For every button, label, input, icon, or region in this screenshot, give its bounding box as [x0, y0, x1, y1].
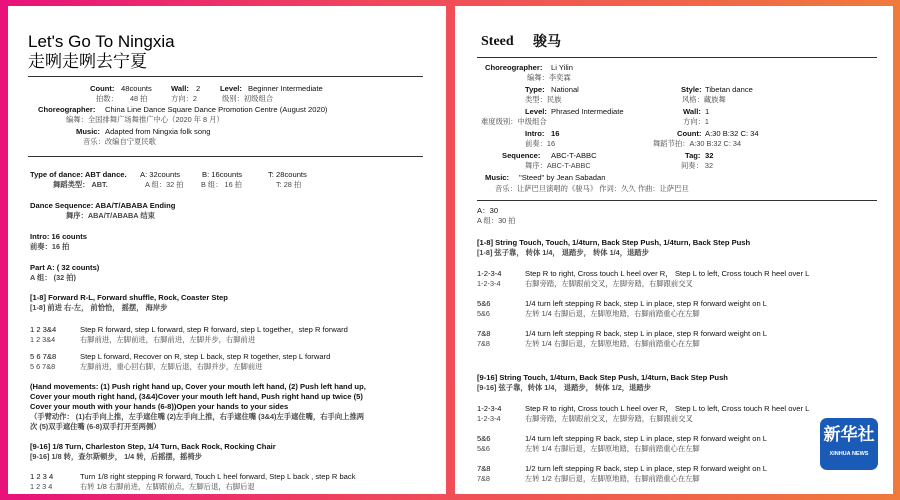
sequence-value: ABC-T-ABBC [551, 151, 597, 160]
title-divider [477, 57, 877, 58]
step-counts: 5 6 7&8 [30, 352, 57, 361]
wall-cn: 方向：2 [171, 94, 197, 103]
step-counts-cn: 1-2-3-4 [477, 414, 501, 423]
level-value: Phrased Intermediate [551, 107, 624, 116]
choreo-cn: 编舞：全国排舞广场舞推广中心（2020 年 8 月） [66, 115, 224, 124]
step-counts-cn: 5&6 [477, 309, 490, 318]
header-divider [477, 200, 877, 201]
dance-sequence: Dance Sequence: ABA/T/ABABA Ending [30, 201, 176, 210]
dance-sequence-cn: 舞序：ABA/T/ABABA 结束 [66, 211, 155, 220]
level-label: Level: [220, 84, 242, 93]
steed-stepsheet [455, 6, 893, 494]
tag-label: Tag: [685, 151, 701, 160]
music-value: "Steed" by Jean Sabadan [519, 173, 606, 182]
style-label: Style: [681, 85, 702, 94]
step-text-cn: 右脚旁踏，左脚跟前交叉，左脚旁踏，右脚跟前交叉 [525, 414, 693, 423]
intro-label: Intro: [525, 129, 545, 138]
type-value: National [551, 85, 579, 94]
type-cn: 类型：民族 [525, 95, 562, 104]
a-count: A：30 [477, 206, 499, 215]
step-counts-cn: 1 2 3 4 [30, 482, 53, 491]
xinhua-news-logo [820, 418, 878, 470]
a-count-cn: A 组：30 拍 [477, 216, 516, 225]
step-text-cn: 右脚旁踏，左脚跟前交叉，左脚旁踏，右脚跟前交叉 [525, 279, 693, 288]
section-9-16-heading: [9-16] String Touch, 1/4turn, Back Step Push, 1/4turn, Back Step Push [477, 373, 728, 382]
hand-movements-cn-1: （手臂动作： (1)右手向上推，左手遮住嘴 (2)左手向上推，右手遮住嘴 (3&4)左手遮住嘴，右手向上推两 [30, 412, 365, 421]
step-text: Step R to right, Cross touch L heel over R， Step L to left, Cross touch R heel over L [525, 404, 810, 413]
step-text-cn: 左脚前进，重心回右脚，左脚后退，右脚并步，左脚前进 [80, 362, 263, 371]
music-cn: 音乐：改编自宁夏民歌 [83, 137, 156, 146]
step-text: Turn 1/8 right stepping R forward, Touch L heel forward, Step L back , step R back [80, 472, 356, 481]
wall-value: 2 [196, 84, 201, 93]
title-divider [28, 76, 423, 77]
section-9-16-heading: [9-16] 1/8 Turn, Charleston Step, 1/4 Turn, Back Rock, Rocking Chair [30, 442, 276, 451]
level-cn: 难度级别：中级组合 [481, 117, 547, 126]
title-en: Let's Go To Ningxia [28, 32, 175, 51]
step-text: Step R forward, step L forward, step R forward, step L together，step R forward [80, 325, 348, 334]
step-counts: 1 2 3&4 [30, 325, 57, 334]
title-cn: 走咧走咧去宁夏 [28, 52, 147, 72]
count-cn: 舞蹈节拍：A:30 B:32 C: 34 [653, 139, 742, 148]
step-text: Step L forward, Recover on R, step L back, step R together, step L forward [80, 352, 331, 361]
step-text: 1/4 turn left stepping R back, step L in place, step R forward weight on L [525, 299, 768, 308]
style-cn: 风格：藏族舞 [682, 95, 726, 104]
tag-cn: 间奏： 32 [681, 161, 714, 170]
sequence-cn: 舞序：ABC-T-ABBC [525, 161, 591, 170]
music-value: Adapted from Ningxia folk song [105, 127, 211, 136]
step-counts: 5&6 [477, 299, 491, 308]
wall-label: Wall: [683, 107, 701, 116]
logo-en-text: XINHUA NEWS [829, 451, 869, 457]
hand-movements-cn-2: 次 (5)双手遮住嘴 (6-8)双手打开至两侧） [30, 422, 161, 431]
count-cn-label: 拍数： [96, 94, 118, 103]
music-cn: 音乐：让萨巴旦演唱的《骏马》 作词：久久 作曲：让萨巴旦 [495, 184, 689, 193]
section-1-8-heading: [1-8] String Touch, Touch, 1/4turn, Back Step Push, 1/4turn, Back Step Push [477, 238, 751, 247]
step-counts: 1 2 3 4 [30, 472, 54, 481]
choreo-label: Choreographer: [485, 63, 543, 72]
type-label: Type: [525, 85, 545, 94]
style-value: Tibetan dance [705, 85, 753, 94]
music-label: Music: [76, 127, 101, 136]
hand-movements-2: Cover your mouth right hand, (3&4)Cover your mouth left hand, Push right hand up twice (5) [30, 392, 363, 401]
step-counts-cn: 5 6 7&8 [30, 362, 56, 371]
step-text: 1/4 turn left stepping R back, step L in place, step R forward weight on L [525, 434, 768, 443]
type-a: A: 32counts [140, 170, 181, 179]
type-b: B: 16counts [202, 170, 243, 179]
step-counts-cn: 1-2-3-4 [477, 279, 501, 288]
choreo-value: China Line Dance Square Dance Promotion Centre (August 2020) [105, 105, 328, 114]
wall-cn: 方向：1 [683, 117, 709, 126]
count-label: Count: [677, 129, 702, 138]
title-cn: 骏马 [533, 34, 561, 50]
step-counts: 7&8 [477, 329, 491, 338]
step-text: 1/2 turn left stepping R back, step L in place, step R forward weight on L [525, 464, 768, 473]
choreo-value: Li Yilin [551, 63, 573, 72]
level-cn: 级别：初级组合 [222, 94, 274, 103]
step-text-cn: 右脚前进，左脚前进，右脚前进，左脚并步，右脚前进 [80, 335, 256, 344]
hand-movements-1: (Hand movements: (1) Push right hand up, Cover your mouth left hand, (2) Push left hand up, [30, 382, 366, 391]
type-cn-b: B 组： 16 拍 [201, 180, 242, 189]
step-counts-cn: 1 2 3&4 [30, 335, 56, 344]
step-text-cn: 右转 1/8 右脚前进，左脚跟前点，左脚后退，右脚后退 [80, 482, 255, 491]
step-counts-cn: 5&6 [477, 444, 490, 453]
step-counts: 1-2-3-4 [477, 404, 502, 413]
choreo-label: Choreographer: [38, 105, 96, 114]
tag-value: 32 [705, 151, 714, 160]
step-counts-cn: 7&8 [477, 474, 490, 483]
level-label: Level: [525, 107, 547, 116]
count-value: 48counts [121, 84, 152, 93]
count-cn-value: 48 拍 [130, 94, 148, 103]
intro-cn: 前奏：16 [525, 139, 556, 148]
type-t: T: 28counts [268, 170, 307, 179]
step-text: 1/4 turn left stepping R back, step L in place, step R forward weight on L [525, 329, 768, 338]
hand-movements-3: Cover your mouth with your hands (6-8))Open your hands to your sides [30, 402, 289, 411]
header-divider [28, 156, 423, 157]
step-text: Step R to right, Cross touch L heel over R， Step L to left, Cross touch R heel over L [525, 269, 810, 278]
choreo-cn: 编舞：李奕霖 [527, 73, 571, 82]
sequence-label: Sequence: [502, 151, 541, 160]
ningxia-stepsheet [8, 6, 446, 494]
step-text-cn: 左转 1/2 右脚后退，左脚原地踏，右脚前踏重心在左脚 [525, 474, 700, 483]
step-text-cn: 左转 1/4 右脚后退，左脚原地踏，右脚前踏重心在左脚 [525, 339, 700, 348]
wall-label: Wall: [171, 84, 189, 93]
step-counts: 1-2-3-4 [477, 269, 502, 278]
step-counts: 7&8 [477, 464, 491, 473]
section-1-8-heading: [1-8] Forward R-L, Forward shuffle, Rock, Coaster Step [30, 293, 228, 302]
step-text-cn: 左转 1/4 右脚后退，左脚原地踏，右脚前踏重心在左脚 [525, 444, 700, 453]
part-a-cn: A 组： (32 拍) [30, 273, 76, 282]
step-text-cn: 左转 1/4 右脚后退，左脚原地踏，右脚前踏重心在左脚 [525, 309, 700, 318]
type-cn-a: A 组：32 拍 [145, 180, 184, 189]
part-a: Part A: ( 32 counts) [30, 263, 100, 272]
level-value: Beginner Intermediate [248, 84, 323, 93]
step-counts-cn: 7&8 [477, 339, 490, 348]
step-counts: 5&6 [477, 434, 491, 443]
count-label: Count: [90, 84, 115, 93]
intro: Intro: 16 counts [30, 232, 87, 241]
title-en: Steed [481, 34, 514, 49]
music-label: Music: [485, 173, 510, 182]
intro-cn: 前奏：16 拍 [30, 242, 70, 251]
section-1-8-heading-cn: [1-8] 前进 右-左， 前恰恰， 摇摆， 海岸步 [30, 303, 168, 312]
type-cn: 舞蹈类型： ABT. [53, 180, 108, 189]
section-9-16-heading-cn: [9-16] 1/8 转，查尔斯顿步， 1/4 转，后摇摆，摇椅步 [30, 452, 202, 461]
section-1-8-heading-cn: [1-8] 弦子靠， 转体 1/4， 退踏步， 转体 1/4，退踏步 [477, 248, 649, 257]
logo-cn-text: 新华社 [823, 425, 875, 445]
section-9-16-heading-cn: [9-16] 弦子靠，转体 1/4， 退踏步， 转体 1/2，退踏步 [477, 383, 651, 392]
type-cn-t: T: 28 拍 [276, 180, 302, 189]
intro-value: 16 [551, 129, 560, 138]
count-value: A:30 B:32 C: 34 [705, 129, 759, 138]
wall-value: 1 [705, 107, 710, 116]
type-of-dance: Type of dance: ABT dance. [30, 170, 127, 179]
